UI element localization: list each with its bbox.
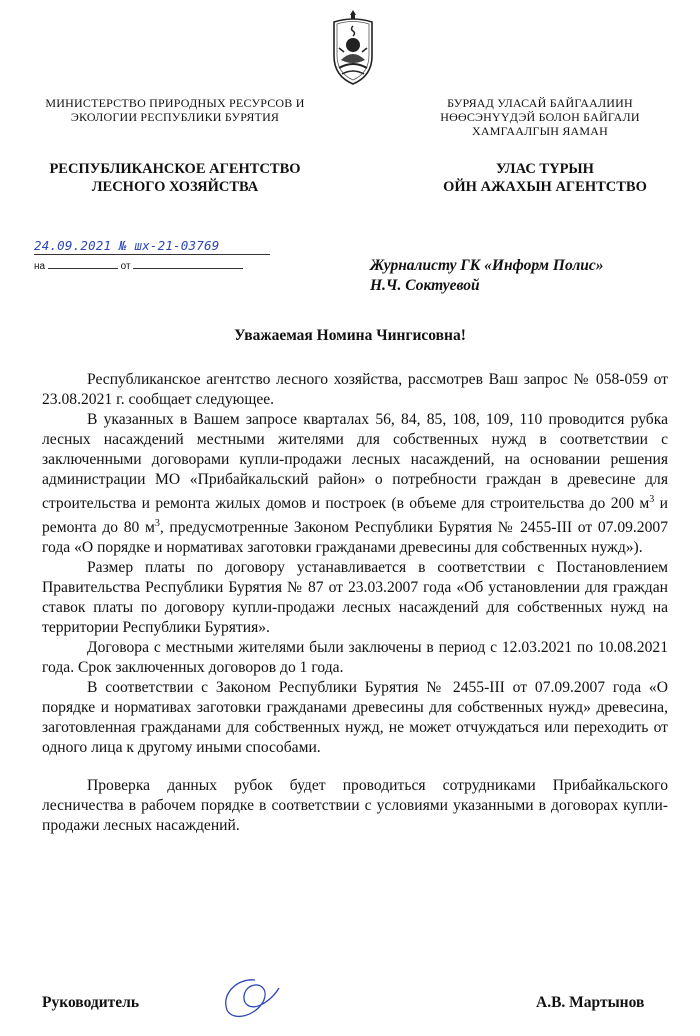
paragraph-4: Договора с местными жителями были заключены в период с 12.03.2021 по 10.08.2021 года. Срок заключенных договоров до 1 года.: [42, 639, 668, 677]
left-ministry-name: [20, 96, 330, 124]
cubic-superscript-2: 3: [154, 518, 160, 530]
left-ministry-line2: ЭКОЛОГИИ РЕСПУБЛИКИ БУРЯТИЯ: [70, 110, 280, 124]
greeting: Уважаемая Номина Чингисовна!: [234, 327, 466, 344]
addressee-line2: Н.Ч. Соктуевой: [370, 277, 480, 294]
right-ministry-line3: ХАМГААЛГЫН ЯАМАН: [471, 124, 609, 138]
right-agency-name: [415, 160, 675, 196]
handwritten-signature-icon: [215, 972, 285, 1024]
cubic-superscript-1: 3: [649, 494, 655, 505]
right-ministry-name: [405, 96, 675, 138]
paragraph-6: Проверка данных рубок будет проводиться сотрудниками Прибайкальского лесничества в рабочем порядке в соответствии с условиями указанными в договорах купли-продажи лесных насаждений.: [42, 777, 668, 835]
paragraph-5: В соответствии с Законом Республики Бурятия № 2455-III от 07.09.2007 года «О порядке и нормативах заготовки гражданами древесины для собственных нужд» древесина, заготовленная гражданами для собственных нужд, не может отчуждаться или переходить от одного лица к другому иными способами.: [42, 679, 668, 757]
registration-number: 24.09.2021 № шх-21-03769: [34, 238, 270, 255]
paragraph-3: Размер платы по договору устанавливается в соответствии с Постановлением Правительства Республики Бурятия № 87 от 23.03.2007 года «Об установлении для граждан ставок платы по договору купли-продажи лесных насаждений для собственных нужд на территории Республики Бурятия».: [42, 559, 668, 637]
right-ministry-line1: БУРЯАД УЛАСАЙ БАЙГААЛИИН: [447, 96, 633, 110]
na-label: на: [34, 261, 46, 272]
right-ministry-line2: НӨӨСЭНҮҮДЭЙ БОЛОН БАЙГАЛИ: [440, 110, 640, 124]
right-agency-line1: УЛАС ТҮРЫН: [496, 161, 594, 177]
left-agency-line2: ЛЕСНОГО ХОЗЯЙСТВА: [91, 179, 259, 195]
addressee: [370, 256, 690, 296]
na-blank: [48, 258, 118, 269]
left-ministry-line1: МИНИСТЕРСТВО ПРИРОДНЫХ РЕСУРСОВ И: [45, 96, 305, 110]
paragraph-2-part-b: и ремонта до 80 м: [42, 495, 668, 537]
ot-label: от: [120, 261, 131, 272]
right-agency-line2: ОЙН АЖАХЫН АГЕНТСТВО: [443, 179, 647, 195]
paragraph-2-part-a: В указанных в Вашем запросе кварталах 56, 84, 85, 108, 109, 110 проводится рубка лесных насаждений местными жителями для собственных нужд в соответствии с заключенными договорами купли-продажи лесных насаждений, на основании решения администрации МО «Прибайкальский район» о потребности граждан в древесине для строительства и ремонта жилых домов и построек (в объеме для строительства до 200 м: [42, 411, 668, 513]
paragraph-2-part-c: , предусмотренные Законом Республики Бурятия № 2455-III от 07.09.2007 года «О порядке и нормативах заготовки гражданами древесины для собственных нужд»).: [42, 519, 668, 557]
signatory-name: А.В. Мартынов: [536, 994, 645, 1011]
ot-blank: [133, 258, 243, 269]
coat-of-arms-icon: [330, 8, 376, 86]
left-agency-line1: РЕСПУБЛИКАНСКОЕ АГЕНТСТВО: [49, 161, 301, 177]
paragraph-2: [42, 410, 668, 558]
addressee-line1: Журналисту ГК «Информ Полис»: [370, 257, 604, 274]
signatory-title: Руководитель: [42, 994, 140, 1011]
letter-body: [42, 370, 668, 836]
left-agency-name: [20, 160, 330, 196]
paragraph-1: Республиканское агентство лесного хозяйства, рассмотрев Ваш запрос № 058-059 от 23.08.2021 г. сообщает следующее.: [42, 371, 668, 408]
registration-block: [34, 238, 284, 272]
